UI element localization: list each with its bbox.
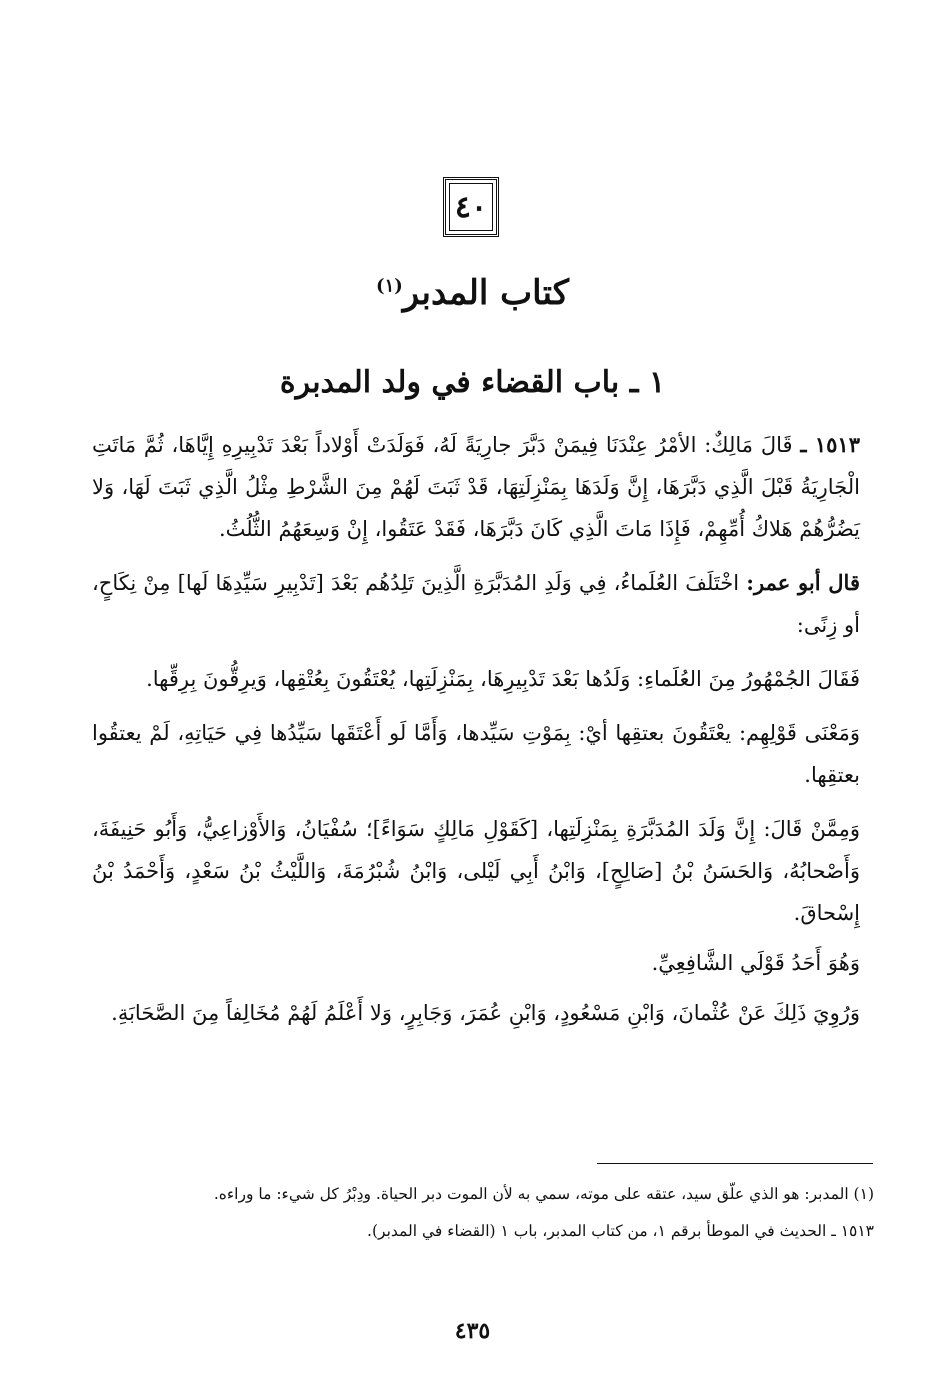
paragraph bbox=[92, 562, 860, 646]
body-text bbox=[92, 424, 860, 1046]
paragraph-lead: قال أبو عمر: bbox=[746, 570, 860, 595]
hadith-number: ١٥١٣ ـ bbox=[800, 432, 860, 457]
footnote: ١٥١٣ ـ الحديث في الموطأ برقم ١، من كتاب المدبر، باب ١ (القضاء في المدبر). bbox=[367, 1222, 874, 1240]
book-title bbox=[0, 270, 945, 318]
chapter-title: ١ ـ باب القضاء في ولد المدبرة bbox=[279, 365, 666, 400]
paragraph-1513 bbox=[92, 424, 860, 550]
page-number: ٤٣٥ bbox=[454, 1318, 491, 1344]
paragraph: وَمَعْنَى قَوْلِهِم: يعْتَقُونَ بعتقِها أيْ: بِمَوْتِ سَيِّدها، وَأَمَّا لَو أَعْتَقَها سَيِّدُها فِي حَيَاتِهِ، لَمْ يعتقُوا بعتقِها. bbox=[92, 721, 860, 787]
paragraph-text: اخْتَلَفَ العُلَماءُ، فِي وَلَدِ المُدَبَّرَةِ الَّذِينَ تَلِدُهُم بَعْدَ [تَدْبِيرِ سَيِّدِهَا لَها] مِنْ نِكَاحٍ، أو زِنًى: bbox=[92, 571, 860, 637]
footnote-ref: (١) bbox=[376, 275, 403, 297]
book-number: ٤٠ bbox=[454, 189, 488, 225]
paragraph: فَقَالَ الجُمْهُورُ مِنَ العُلَماءِ: وَلَدُها بَعْدَ تَدْبِيرِهَا، بِمَنْزِلَتِها، يُعْتَقُونَ بِعُتْقِها، وَيرِقُّونَ بِرِقِّها. bbox=[146, 667, 860, 691]
footnote: (١) المدبر: هو الذي علّق سيد، عتقه على موته، سمي به لأن الموت دبر الحياة. ودِبْرُ كل شيء: ما وراءه. bbox=[213, 1185, 874, 1203]
paragraph: وَرُوِيَ ذَلِكَ عَنْ عُثْمانَ، وَابْنِ مَسْعُودٍ، وَابْنِ عُمَرَ، وَجَابِرٍ، وَلا أَعْلَمُ لَهُمْ مُخَالِفاً مِنَ الصَّحَابَةِ. bbox=[111, 1001, 860, 1025]
paragraph-text: قَالَ مَالِكٌ: الأمْرُ عِنْدَنَا فِيمَنْ دَبَّرَ جارِيَةً لَهُ، فَوَلَدَتْ أَوْلاداً بَعْدَ تَدْبِيرِهِ إِيَّاهَا، ثُمَّ مَاتَتِ الْجَارِيَةُ قَبْلَ الَّذِي دَبَّرَهَا، إِنَّ وَلَدَهَا بِمَنْزِلَتِهَا، قَدْ ثَبَتَ لَهُمْ مِنَ الشَّرْطِ مِثْلُ الَّذِي ثَبَتَ لَهَا، وَلا يَضُرُّهُمْ هَلاكُ أُمِّهِمْ، فَإِذَا مَاتَ الَّذِي كَانَ دَبَّرَهَا، فَقَدْ عَتَقُوا، إِنْ وَسِعَهُمُ الثُّلُثُ. bbox=[92, 433, 860, 541]
footnote-divider bbox=[597, 1163, 873, 1164]
book-number-box bbox=[443, 177, 499, 237]
book-title-text: كتاب المدبر bbox=[402, 273, 569, 313]
paragraph: وَمِمَّنْ قَالَ: إِنَّ وَلَدَ المُدَبَّرَةِ بِمَنْزِلَتِها، [كَقَوْلِ مَالِكٍ سَوَاءً]؛ سُفْيَانُ، وَالأَوْزاعِيُّ، وَأَبُو حَنِيفَةَ، وَأَصْحابُهُ، وَالحَسَنُ بْنُ [صَالِحٍ]، وَابْنُ أَبِي لَيْلى، وَابْنُ شُبْرُمَةَ، وَاللَّيْثُ بْنُ سَعْدٍ، وَأَحْمَدُ بْنُ إِسْحاقَ. bbox=[92, 817, 860, 925]
paragraph: وَهُوَ أَحَدُ قَوْلَي الشَّافِعِيِّ. bbox=[651, 951, 860, 975]
footnotes bbox=[92, 1180, 874, 1254]
